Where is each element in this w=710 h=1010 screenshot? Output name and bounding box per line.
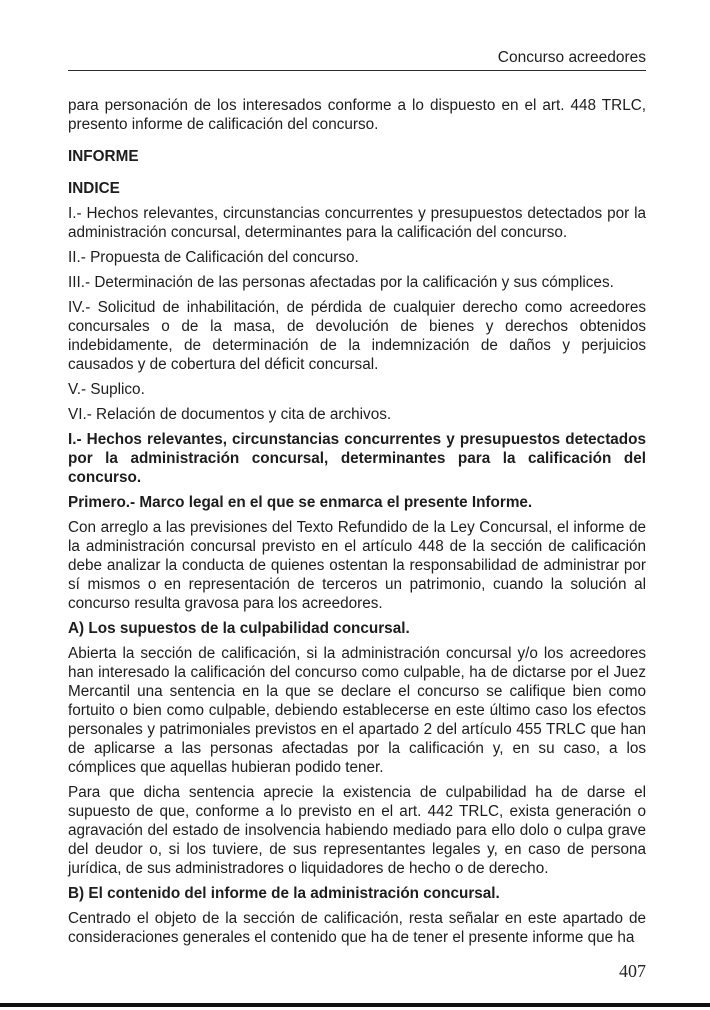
page-number: 407 xyxy=(619,961,646,981)
subsection-a-heading: A) Los supuestos de la culpabilidad concursal. xyxy=(68,620,410,637)
scan-edge-bar xyxy=(0,1003,710,1007)
informe-heading: INFORME xyxy=(68,148,139,165)
indice-heading: INDICE xyxy=(68,180,120,197)
paragraph-supuestos-1: Abierta la sección de calificación, si la administración concursal y/o los acreedores han interesado la calificación del concurso como culpable, ha de dictarse por el Juez Mercantil una sentencia en la que se declare el concurso se califique bien como fortuito o bien como culpable, debiendo establecerse en este último caso los efectos personales y patrimoniales previstos en el apartado 2 del artículo 455 TRLC que han de aplicarse a las personas afectadas por la calificación y, en su caso, a los cómplices que aquellas hubieran podido tener. xyxy=(68,645,646,776)
running-header xyxy=(68,48,646,71)
paragraph-supuestos-2: Para que dicha sentencia aprecie la existencia de culpabilidad ha de darse el supuesto de que, conforme a lo previsto en el art. 442 TRLC, exista generación o agravación del estado de insolvencia habiendo mediado para ello dolo o culpa grave del deudor o, si los tuviere, de sus representantes legales y, en caso de persona jurídica, de sus administradores o liquidadores de hecho o de derecho. xyxy=(68,784,646,877)
header-rule xyxy=(68,70,646,71)
running-title: Concurso acreedores xyxy=(497,49,646,66)
index-item-3: III.- Determinación de las personas afectadas por la calificación y sus cómplices. xyxy=(68,274,614,291)
document-body xyxy=(68,96,646,947)
index-item-5: V.- Suplico. xyxy=(68,381,145,398)
paragraph-contenido: Centrado el objeto de la sección de calificación, resta señalar en este apartado de consideraciones generales el contenido que ha de tener el presente informe que ha xyxy=(68,910,646,946)
index-item-4: IV.- Solicitud de inhabilitación, de pérdida de cualquier derecho como acreedores concursales o de la masa, de devolución de bienes y derechos obtenidos indebidamente, de determinación de la indemnización de daños y perjuicios causados y de cobertura del déficit concursal. xyxy=(68,299,646,373)
paragraph-marco-legal: Con arreglo a las previsiones del Texto Refundido de la Ley Concursal, el informe de la administración concursal previsto en el artículo 448 de la sección de calificación debe analizar la conducta de quienes ostentan la responsabilidad de administrar por sí mismos o en representación de terceros un patrimonio, cuando la solución al concurso resulta gravosa para los acreedores. xyxy=(68,519,646,612)
intro-paragraph: para personación de los interesados conforme a lo dispuesto en el art. 448 TRLC, presento informe de calificación del concurso. xyxy=(68,97,646,133)
index-item-6: VI.- Relación de documentos y cita de archivos. xyxy=(68,406,392,423)
subsection-b-heading: B) El contenido del informe de la administración concursal. xyxy=(68,885,500,902)
section-1-primero-heading: Primero.- Marco legal en el que se enmarca el presente Informe. xyxy=(68,494,533,511)
section-1-heading: I.- Hechos relevantes, circunstancias concurrentes y presupuestos detectados por la administración concursal, determinantes para la calificación del concurso. xyxy=(68,431,646,486)
index-item-2: II.- Propuesta de Calificación del concurso. xyxy=(68,249,359,266)
index-item-1: I.- Hechos relevantes, circunstancias concurrentes y presupuestos detectados por la administración concursal, determinantes para la calificación del concurso. xyxy=(68,205,646,241)
